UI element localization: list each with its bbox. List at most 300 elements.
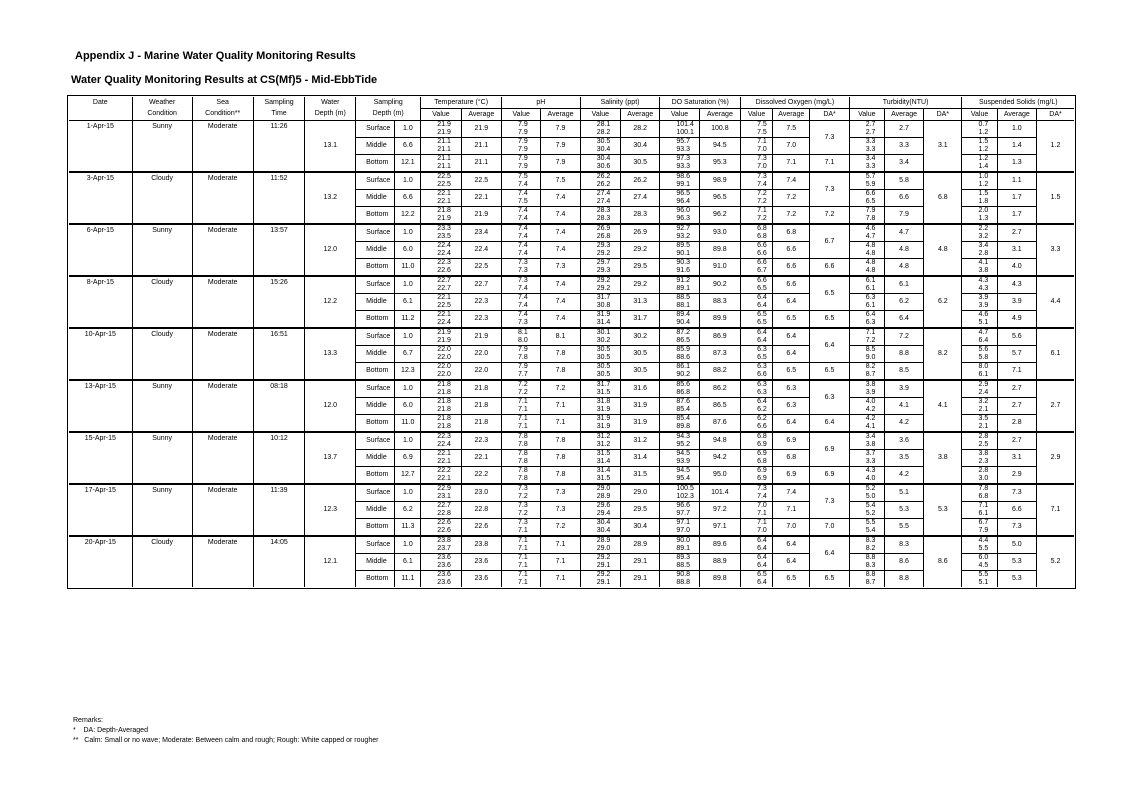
salinity-average: 29.5 [621,259,660,277]
dissolved-oxygen-average: 7.0 [773,519,810,537]
dissolved-oxygen-values [741,571,773,588]
suspended-solids-values-2: 1.8 [978,198,989,205]
turbidity-values-2: 4.1 [865,423,876,430]
suspended-solids-values [962,224,997,242]
turbidity-values [849,554,884,571]
temperature-values [421,415,461,433]
salinity-average: 31.5 [621,467,660,485]
dissolved-oxygen-values-1: 6.6 [757,259,767,266]
suspended-solids-average: 6.6 [997,502,1036,519]
dissolved-oxygen-da-bottom: 7.1 [810,155,849,173]
dissolved-oxygen-values-2: 7.2 [757,198,767,205]
salinity-values [580,121,620,138]
turbidity-values [849,363,884,381]
do-saturation-values-1: 85.6 [676,381,690,388]
salinity-values-1: 30.1 [596,329,611,336]
dissolved-oxygen-average: 6.5 [773,311,810,329]
temperature-average: 22.7 [461,276,501,294]
turbidity-values-1: 3.8 [865,381,876,388]
salinity-values-1: 31.7 [596,294,611,301]
header-dissolved-oxygen: Dissolved Oxygen (mg/L) [741,97,850,109]
do-saturation-values-1: 85.4 [676,415,690,422]
dissolved-oxygen-values-2: 6.4 [757,579,767,586]
dissolved-oxygen-average: 6.8 [773,450,810,467]
sampling-depth-cell: 1.0 [395,172,421,190]
sampling-level-cell: Surface [356,536,395,554]
dissolved-oxygen-values-2: 6.9 [757,475,767,482]
sampling-depth-cell: 11.1 [395,571,421,588]
suspended-solids-values-2: 2.5 [978,441,989,448]
turbidity-average: 8.6 [884,554,923,571]
sampling-depth-cell: 11.3 [395,519,421,537]
turbidity-values-2: 7.2 [865,337,876,344]
sampling-depth-cell: 1.0 [395,328,421,346]
sampling-level-cell: Bottom [356,571,395,588]
temperature-values [421,328,461,346]
turbidity-values [849,346,884,363]
suspended-solids-values-2: 6.1 [978,371,989,378]
temperature-values [421,155,461,173]
do-saturation-average: 97.2 [699,502,740,519]
temperature-average: 21.9 [461,207,501,225]
salinity-values [580,207,620,225]
ph-average: 7.8 [541,363,580,381]
water-depth-cell: 13.7 [305,432,356,484]
ph-values-1: 7.3 [518,277,528,284]
dissolved-oxygen-values-2: 7.0 [757,146,767,153]
dissolved-oxygen-average: 6.4 [773,328,810,346]
header-sampling-depth: Sampling [356,97,421,109]
do-saturation-values-2: 95.4 [676,475,690,482]
suspended-solids-values-2: 2.8 [978,250,989,257]
turbidity-average: 4.2 [884,467,923,485]
salinity-average: 29.1 [621,571,660,588]
ph-values-2: 7.4 [518,285,528,292]
salinity-values-2: 30.4 [596,146,611,153]
salinity-values [580,554,620,571]
temperature-average: 21.8 [461,380,501,398]
do-saturation-values [660,554,699,571]
suspended-solids-da: 5.2 [1036,536,1074,587]
header-suspended-solids: Suspended Solids (mg/L) [962,97,1074,109]
do-saturation-values [660,363,699,381]
ph-values-1: 7.1 [518,398,528,405]
temperature-values [421,536,461,554]
turbidity-values-2: 6.1 [865,285,876,292]
ph-values-1: 7.3 [518,519,528,526]
do-saturation-values-1: 100.5 [676,485,694,492]
temperature-values-2: 22.1 [437,198,451,205]
salinity-average: 26.2 [621,172,660,190]
dissolved-oxygen-average: 6.5 [773,363,810,381]
ph-values [502,311,541,329]
sampling-level-cell: Surface [356,328,395,346]
do-saturation-values [660,172,699,190]
turbidity-values-2: 2.7 [865,129,876,136]
dissolved-oxygen-values-1: 6.9 [757,467,767,474]
temperature-values [421,484,461,502]
salinity-average: 28.2 [621,121,660,138]
salinity-values-2: 28.2 [596,129,611,136]
dissolved-oxygen-values [741,380,773,398]
do-saturation-values-1: 96.5 [676,190,690,197]
ph-values-2: 7.1 [518,579,528,586]
suspended-solids-average: 1.7 [997,207,1036,225]
temperature-values-2: 23.1 [437,493,451,500]
sampling-time-cell: 11:39 [253,484,305,536]
do-saturation-values [660,121,699,138]
do-saturation-average: 89.8 [699,242,740,259]
salinity-values-1: 30.4 [596,519,611,526]
turbidity-values [849,450,884,467]
suspended-solids-values-1: 1.5 [978,138,989,145]
weather-cell: Sunny [132,484,192,536]
turbidity-values-2: 9.0 [865,354,876,361]
suspended-solids-values-2: 5.5 [978,545,989,552]
dissolved-oxygen-values-2: 6.4 [757,337,767,344]
suspended-solids-da: 3.3 [1036,224,1074,276]
ph-values-1: 7.4 [518,207,528,214]
salinity-values-2: 31.9 [596,423,611,430]
salinity-values-2: 29.0 [596,545,611,552]
turbidity-average: 3.6 [884,432,923,450]
do-saturation-values-1: 91.2 [676,277,690,284]
table-row [69,536,1074,554]
temperature-average: 23.0 [461,484,501,502]
salinity-values-2: 31.5 [596,389,611,396]
temperature-values-2: 22.6 [437,527,451,534]
temperature-average: 22.0 [461,363,501,381]
dissolved-oxygen-average: 6.6 [773,276,810,294]
suspended-solids-values-2: 2.1 [978,406,989,413]
sampling-level-cell: Bottom [356,207,395,225]
sea-condition-cell: Moderate [192,536,253,587]
turbidity-average: 8.5 [884,363,923,381]
do-saturation-values-2: 91.6 [676,267,690,274]
salinity-values [580,398,620,415]
sampling-depth-cell: 11.0 [395,415,421,433]
header-value: Value [962,109,997,121]
suspended-solids-values [962,121,997,138]
salinity-average: 27.4 [621,190,660,207]
suspended-solids-values [962,363,997,381]
salinity-values-1: 29.3 [596,242,611,249]
dissolved-oxygen-values [741,536,773,554]
suspended-solids-values-2: 6.4 [978,337,989,344]
water-depth-cell: 12.3 [305,484,356,536]
turbidity-values-1: 6.1 [865,277,876,284]
do-saturation-average: 88.9 [699,554,740,571]
ph-values-1: 7.9 [518,121,528,128]
dissolved-oxygen-values-2: 7.4 [757,181,767,188]
header-average: Average [621,109,660,121]
do-saturation-values [660,276,699,294]
do-saturation-values [660,294,699,311]
dissolved-oxygen-da: 6.4 [810,328,849,363]
appendix-title: Appendix J - Marine Water Quality Monitoring Results [75,50,356,62]
do-saturation-values-1: 94.5 [676,450,690,457]
suspended-solids-values-1: 0.7 [978,121,989,128]
turbidity-values [849,467,884,485]
salinity-values-1: 29.7 [596,259,611,266]
dissolved-oxygen-values-1: 7.1 [757,207,767,214]
suspended-solids-values-1: 1.5 [978,190,989,197]
ph-values-2: 7.9 [518,146,528,153]
temperature-values-1: 23.8 [437,537,451,544]
suspended-solids-average: 2.7 [997,432,1036,450]
header-average: Average [997,109,1036,121]
ph-values [502,224,541,242]
dissolved-oxygen-values [741,519,773,537]
ph-values [502,398,541,415]
ph-values-2: 7.7 [518,371,528,378]
turbidity-da: 8.2 [924,328,962,380]
sampling-depth-cell: 12.1 [395,155,421,173]
do-saturation-values-2: 102.3 [676,493,694,500]
salinity-values [580,224,620,242]
salinity-average: 29.0 [621,484,660,502]
turbidity-average: 7.9 [884,207,923,225]
do-saturation-values-1: 101.4 [676,121,694,128]
do-saturation-values [660,519,699,537]
suspended-solids-values-1: 4.6 [978,311,989,318]
ph-values-2: 7.9 [518,163,528,170]
suspended-solids-values-1: 2.8 [978,467,989,474]
dissolved-oxygen-values-2: 6.5 [757,285,767,292]
suspended-solids-values-1: 7.8 [978,485,989,492]
ph-values-1: 7.3 [518,502,528,509]
dissolved-oxygen-average: 6.4 [773,536,810,554]
turbidity-values-2: 5.0 [865,493,876,500]
temperature-values [421,450,461,467]
sampling-depth-cell: 6.2 [395,502,421,519]
do-saturation-values [660,502,699,519]
sea-condition-cell: Moderate [192,380,253,432]
do-saturation-average: 98.9 [699,172,740,190]
turbidity-values [849,536,884,554]
dissolved-oxygen-da: 7.3 [810,172,849,207]
dissolved-oxygen-values-2: 6.4 [757,545,767,552]
salinity-values-2: 27.4 [596,198,611,205]
header-sea-2: Condition** [192,109,253,121]
salinity-values-1: 31.9 [596,311,611,318]
temperature-values-1: 22.7 [437,277,451,284]
ph-values-1: 7.4 [518,225,528,232]
temperature-values [421,311,461,329]
ph-values [502,190,541,207]
table-row [69,328,1074,346]
temperature-values [421,432,461,450]
turbidity-values-1: 8.8 [865,554,876,561]
sampling-depth-cell: 1.0 [395,121,421,138]
dissolved-oxygen-values-1: 7.1 [757,138,767,145]
ph-average: 7.5 [541,172,580,190]
do-saturation-values-1: 96.6 [676,502,690,509]
ph-values [502,432,541,450]
suspended-solids-values-2: 4.5 [978,562,989,569]
temperature-values-2: 23.6 [437,579,451,586]
suspended-solids-values [962,311,997,329]
table-row [69,276,1074,294]
temperature-values-1: 23.3 [437,225,451,232]
turbidity-values-1: 4.2 [865,415,876,422]
do-saturation-values [660,432,699,450]
ph-values-1: 7.9 [518,346,528,353]
ph-values-1: 7.4 [518,242,528,249]
weather-cell: Sunny [132,432,192,484]
do-saturation-values-2: 88.6 [676,354,690,361]
do-saturation-values-1: 87.2 [676,329,690,336]
sampling-depth-cell: 6.1 [395,294,421,311]
temperature-values-2: 21.8 [437,389,451,396]
do-saturation-values [660,571,699,588]
salinity-average: 30.4 [621,138,660,155]
dissolved-oxygen-values [741,432,773,450]
do-saturation-values-1: 89.5 [676,242,690,249]
salinity-values [580,415,620,433]
do-saturation-values-2: 89.1 [676,545,690,552]
header-value: Value [741,109,773,121]
sampling-depth-cell: 1.0 [395,276,421,294]
suspended-solids-values [962,259,997,277]
suspended-solids-values-1: 8.0 [978,363,989,370]
do-saturation-values-1: 89.3 [676,554,690,561]
remarks-line-da: * DA: Depth-Averaged [73,727,148,734]
turbidity-average: 8.8 [884,571,923,588]
suspended-solids-average: 7.3 [997,484,1036,502]
header-turbidity: Turbidity(NTU) [849,97,962,109]
header-weather: Weather [132,97,192,109]
dissolved-oxygen-values-1: 6.6 [757,242,767,249]
turbidity-average: 4.7 [884,224,923,242]
header-salinity: Salinity (ppt) [580,97,660,109]
temperature-values-1: 23.6 [437,554,451,561]
turbidity-average: 4.8 [884,242,923,259]
suspended-solids-values [962,328,997,346]
suspended-solids-values-1: 4.1 [978,259,989,266]
temperature-average: 22.1 [461,190,501,207]
dissolved-oxygen-values [741,242,773,259]
do-saturation-values-1: 90.8 [676,571,690,578]
suspended-solids-values-1: 3.5 [978,415,989,422]
sea-condition-cell: Moderate [192,328,253,380]
dissolved-oxygen-values-2: 6.2 [757,406,767,413]
temperature-values-1: 21.9 [437,121,451,128]
turbidity-average: 6.2 [884,294,923,311]
ph-values-2: 7.2 [518,493,528,500]
ph-average: 7.2 [541,519,580,537]
sampling-depth-cell: 6.9 [395,450,421,467]
salinity-values-2: 31.5 [596,475,611,482]
do-saturation-values-1: 90.3 [676,259,690,266]
header-average: Average [699,109,740,121]
header-value: Value [421,109,461,121]
dissolved-oxygen-values-1: 6.4 [757,294,767,301]
temperature-values-1: 22.0 [437,363,451,370]
salinity-values-1: 26.2 [596,173,611,180]
salinity-values-2: 29.3 [596,267,611,274]
ph-values [502,450,541,467]
header-sampling-depth-2: Depth (m) [356,109,421,121]
temperature-values-2: 23.6 [437,562,451,569]
suspended-solids-values-1: 1.2 [978,155,989,162]
suspended-solids-average: 3.9 [997,294,1036,311]
temperature-average: 22.6 [461,519,501,537]
ph-values-2: 7.9 [518,129,528,136]
do-saturation-average: 95.0 [699,467,740,485]
dissolved-oxygen-values-2: 6.7 [757,267,767,274]
do-saturation-values [660,536,699,554]
sea-condition-cell: Moderate [192,224,253,276]
suspended-solids-average: 5.3 [997,554,1036,571]
temperature-values [421,398,461,415]
suspended-solids-values-1: 4.3 [978,277,989,284]
suspended-solids-average: 5.7 [997,346,1036,363]
sampling-level-cell: Bottom [356,155,395,173]
temperature-average: 21.9 [461,121,501,138]
dissolved-oxygen-values-1: 7.5 [757,121,767,128]
turbidity-values-1: 7.1 [865,329,876,336]
ph-values-1: 8.1 [518,329,528,336]
suspended-solids-values-1: 2.9 [978,381,989,388]
do-saturation-values-2: 100.1 [676,129,694,136]
salinity-values [580,328,620,346]
suspended-solids-values-2: 6.1 [978,510,989,517]
dissolved-oxygen-values-2: 6.4 [757,562,767,569]
header-weather-2: Condition [132,109,192,121]
turbidity-da: 4.1 [924,380,962,432]
do-saturation-values-2: 86.8 [676,389,690,396]
turbidity-values-1: 3.4 [865,155,876,162]
dissolved-oxygen-da-bottom: 6.9 [810,467,849,485]
header-da: DA* [810,109,849,121]
turbidity-da: 4.8 [924,224,962,276]
date-cell: 3-Apr-15 [69,172,132,224]
dissolved-oxygen-values-1: 6.5 [757,311,767,318]
ph-values-1: 7.4 [518,294,528,301]
weather-cell: Cloudy [132,536,192,587]
turbidity-values-2: 3.3 [865,146,876,153]
suspended-solids-average: 3.1 [997,450,1036,467]
do-saturation-values-2: 89.1 [676,285,690,292]
dissolved-oxygen-da: 6.4 [810,536,849,571]
salinity-values-1: 31.8 [596,398,611,405]
suspended-solids-values-1: 4.4 [978,537,989,544]
turbidity-values-2: 4.2 [865,406,876,413]
turbidity-values-1: 8.3 [865,537,876,544]
turbidity-values [849,519,884,537]
do-saturation-average: 89.8 [699,571,740,588]
turbidity-values-1: 6.6 [865,190,876,197]
turbidity-values-2: 3.8 [865,441,876,448]
dissolved-oxygen-values-1: 7.3 [757,155,767,162]
do-saturation-average: 86.2 [699,380,740,398]
table-row [69,380,1074,398]
suspended-solids-values-2: 3.8 [978,267,989,274]
dissolved-oxygen-average: 6.6 [773,242,810,259]
salinity-average: 29.1 [621,554,660,571]
dissolved-oxygen-values-2: 6.6 [757,250,767,257]
suspended-solids-values [962,380,997,398]
sampling-time-cell: 08:18 [253,380,305,432]
dissolved-oxygen-values-1: 7.3 [757,485,767,492]
dissolved-oxygen-da: 6.7 [810,224,849,259]
dissolved-oxygen-values-2: 7.0 [757,163,767,170]
suspended-solids-values [962,571,997,588]
turbidity-values-2: 4.8 [865,267,876,274]
turbidity-average: 4.1 [884,398,923,415]
suspended-solids-values-2: 5.1 [978,319,989,326]
